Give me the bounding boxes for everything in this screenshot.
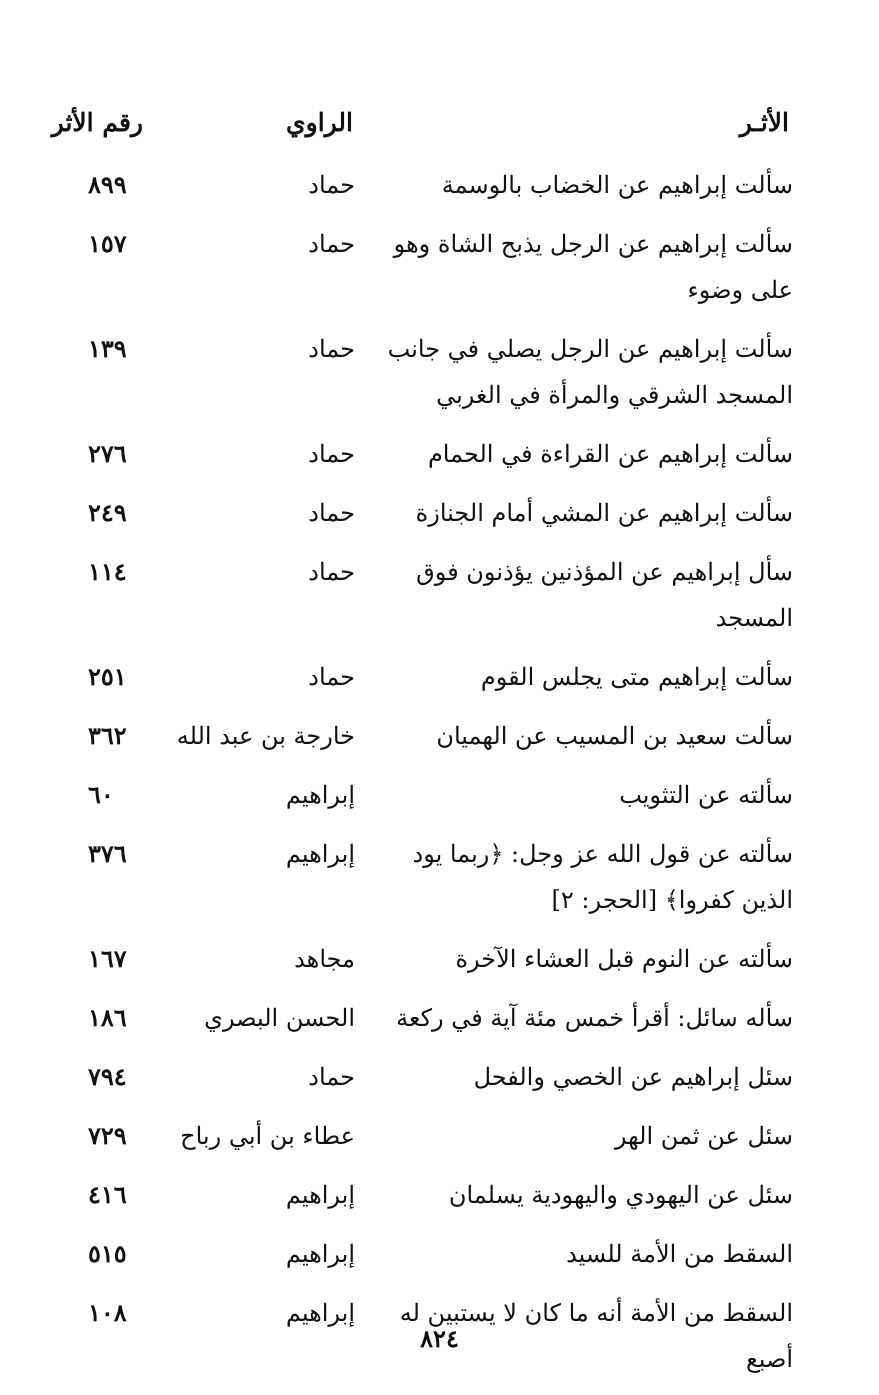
- athar-text: السقط من الأمة للسيد: [566, 1240, 793, 1268]
- header-number: رقم الأثر: [51, 108, 143, 137]
- table-row: [0, 772, 879, 818]
- table-row: [0, 549, 879, 641]
- athar-number: ٣٦٢: [88, 721, 127, 750]
- rawi-name: الحسن البصري: [204, 1004, 355, 1032]
- athar-number: ١١٤: [88, 557, 127, 586]
- rawi-name: حماد: [308, 440, 355, 468]
- athar-index-table: [0, 162, 879, 1395]
- table-header: [0, 108, 879, 148]
- rawi-name: عطاء بن أبي رباح: [180, 1122, 355, 1150]
- table-row: [0, 831, 879, 923]
- athar-text: سألته عن النوم قبل العشاء الآخرة: [455, 945, 793, 973]
- rawi-name: حماد: [308, 499, 355, 527]
- table-row: [0, 1172, 879, 1218]
- athar-number: ٢٧٦: [88, 439, 127, 468]
- athar-text: سئل عن اليهودي واليهودية يسلمان: [448, 1181, 793, 1209]
- athar-text: سألت إبراهيم عن المشي أمام الجنازة: [415, 499, 793, 527]
- athar-text: سأل إبراهيم عن المؤذنين يؤذنون فوق المسجد: [416, 558, 793, 632]
- athar-number: ١٦٧: [88, 944, 127, 973]
- rawi-name: إبراهيم: [285, 840, 355, 868]
- rawi-name: إبراهيم: [285, 1240, 355, 1268]
- table-row: [0, 936, 879, 982]
- rawi-name: حماد: [308, 230, 355, 258]
- athar-number: ٣٧٦: [88, 839, 127, 868]
- athar-number: ٧٩٤: [88, 1062, 127, 1091]
- table-row: [0, 162, 879, 208]
- athar-text: سئل عن ثمن الهر: [614, 1122, 793, 1150]
- athar-text: سئل إبراهيم عن الخصي والفحل: [473, 1063, 793, 1091]
- athar-text: سألته عن قول الله عز وجل: ﴿ربما يود الذين كفروا﴾ [الحجر: ٢]: [412, 840, 793, 914]
- rawi-name: مجاهد: [294, 945, 355, 973]
- athar-text: سألت إبراهيم عن القراءة في الحمام: [427, 440, 793, 468]
- athar-text: سألت سعيد بن المسيب عن الهميان: [436, 722, 793, 750]
- athar-number: ٥١٥: [88, 1239, 127, 1268]
- table-row: [0, 995, 879, 1041]
- header-athar: الأثـر: [739, 108, 789, 137]
- rawi-name: إبراهيم: [285, 1181, 355, 1209]
- athar-number: ١٠٨: [88, 1298, 127, 1327]
- table-row: [0, 326, 879, 418]
- athar-number: ٢٤٩: [88, 498, 127, 527]
- athar-text: سألت إبراهيم عن الخضاب بالوسمة: [441, 171, 793, 199]
- rawi-name: حماد: [308, 335, 355, 363]
- athar-number: ١٥٧: [88, 229, 127, 258]
- table-row: [0, 713, 879, 759]
- table-row: [0, 1054, 879, 1100]
- athar-text: سألته عن التثويب: [619, 781, 793, 809]
- rawi-name: إبراهيم: [285, 781, 355, 809]
- athar-number: ٤١٦: [88, 1180, 127, 1209]
- athar-text: سألت إبراهيم متى يجلس القوم: [480, 663, 793, 691]
- rawi-name: حماد: [308, 558, 355, 586]
- header-rawi: الراوي: [286, 108, 353, 137]
- athar-number: ٧٢٩: [88, 1121, 127, 1150]
- rawi-name: إبراهيم: [285, 1299, 355, 1327]
- table-row: [0, 490, 879, 536]
- table-row: [0, 1113, 879, 1159]
- athar-text: سأله سائل: أقرأ خمس مئة آية في ركعة: [396, 1004, 793, 1032]
- athar-number: ١٣٩: [88, 334, 127, 363]
- athar-text: السقط من الأمة أنه ما كان لا يستبين له أصبع: [399, 1299, 793, 1373]
- athar-number: ٨٩٩: [88, 170, 127, 199]
- table-row: [0, 431, 879, 477]
- athar-text: سألت إبراهيم عن الرجل يذبح الشاة وهو على وضوء: [393, 230, 793, 304]
- athar-number: ٦٠: [88, 780, 114, 809]
- rawi-name: حماد: [308, 663, 355, 691]
- rawi-name: حماد: [308, 171, 355, 199]
- table-row: [0, 221, 879, 313]
- table-row: [0, 1231, 879, 1277]
- athar-text: سألت إبراهيم عن الرجل يصلي في جانب المسجد الشرقي والمرأة في الغربي: [387, 335, 793, 409]
- athar-number: ٢٥١: [88, 662, 127, 691]
- page-number: ٨٢٤: [420, 1324, 459, 1353]
- rawi-name: خارجة بن عبد الله: [176, 722, 355, 750]
- table-row: [0, 654, 879, 700]
- rawi-name: حماد: [308, 1063, 355, 1091]
- athar-number: ١٨٦: [88, 1003, 127, 1032]
